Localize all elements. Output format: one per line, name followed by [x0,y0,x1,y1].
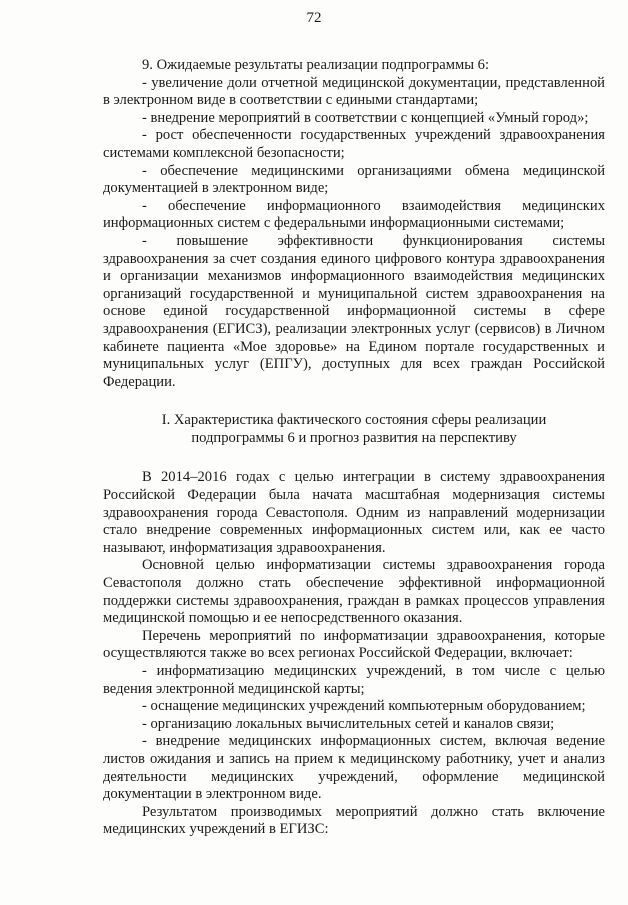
body-paragraph: Перечень мероприятий по информатизации здравоохранения, которые осуществляются также во всех регионах Российской Федерации, включает: [103,627,605,662]
section-heading [103,412,605,447]
body-paragraph: В 2014–2016 годах с целью интеграции в систему здравоохранения Российской Федерации была начата масштабная модернизация системы здравоохранения города Севастополя. Одним из направлений модернизации стало внедрение современных информационных систем или, как ее часто называют, информатизация здравоохранения. [103,469,605,556]
section-9-title: 9. Ожидаемые результаты реализации подпрограммы 6: [142,57,490,73]
closing-paragraph: Результатом производимых мероприятий должно стать включение медицинских учреждений в ЕГИЗС: [103,803,605,838]
result-item: - рост обеспеченности государственных учреждений здравоохранения системами комплексной безопасности; [103,127,605,161]
list-item: - организацию локальных вычислительных сетей и каналов связи; [142,715,555,732]
result-item: - обеспечение медицинскими организациями обмена медицинской документацией в электронном виде; [103,162,605,197]
section-heading-line: I. Характеристика фактического состояния сферы реализации [161,412,547,429]
result-item: - увеличение доли отчетной медицинской документации, представленной в электронном виде в соответствии с едиными стандартами; [103,74,605,109]
section-heading-line: подпрограммы 6 и прогноз развития на перспективу [191,429,517,446]
page-number: 72 [306,10,322,26]
list-item: - внедрение медицинских информационных систем, включая ведение листов ожидания и запись на прием к медицинскому работнику, учет и анализ деятельности медицинских учреждений, оформление медицинской документации в электронном виде. [103,733,605,803]
result-item: - внедрение мероприятий в соответствии с концепцией «Умный город»; [142,109,589,126]
list-item: - оснащение медицинских учреждений компьютерным оборудованием; [142,698,586,715]
result-item: - обеспечение информационного взаимодействия медицинских информационных систем с федеральными информационными системами; [103,197,605,232]
body-paragraph: Основной целью информатизации системы здравоохранения города Севастополя должно стать обеспечение эффективной информационной поддержки системы здравоохранения, граждан в рамках процессов управления медицинской помощью и ее непосредственного оказания. [103,557,605,627]
list-item: - информатизацию медицинских учреждений, в том числе с целью ведения электронной медицинской карты; [103,663,605,697]
result-item: - повышение эффективности функционирования системы здравоохранения за счет создания единого цифрового контура здравоохранения и организации механизмов информационного взаимодействия медицинских организаций государственной и муниципальной систем здравоохранения на основе единой государственной информационной системы в сфере здравоохранения (ЕГИСЗ), реализации электронных услуг (сервисов) в Личном кабинете пациента «Мое здоровье» на Едином портале государственных и муниципальных услуг (ЕПГУ), доступных для всех граждан Российской Федерации. [103,232,605,390]
page-content [103,57,605,839]
